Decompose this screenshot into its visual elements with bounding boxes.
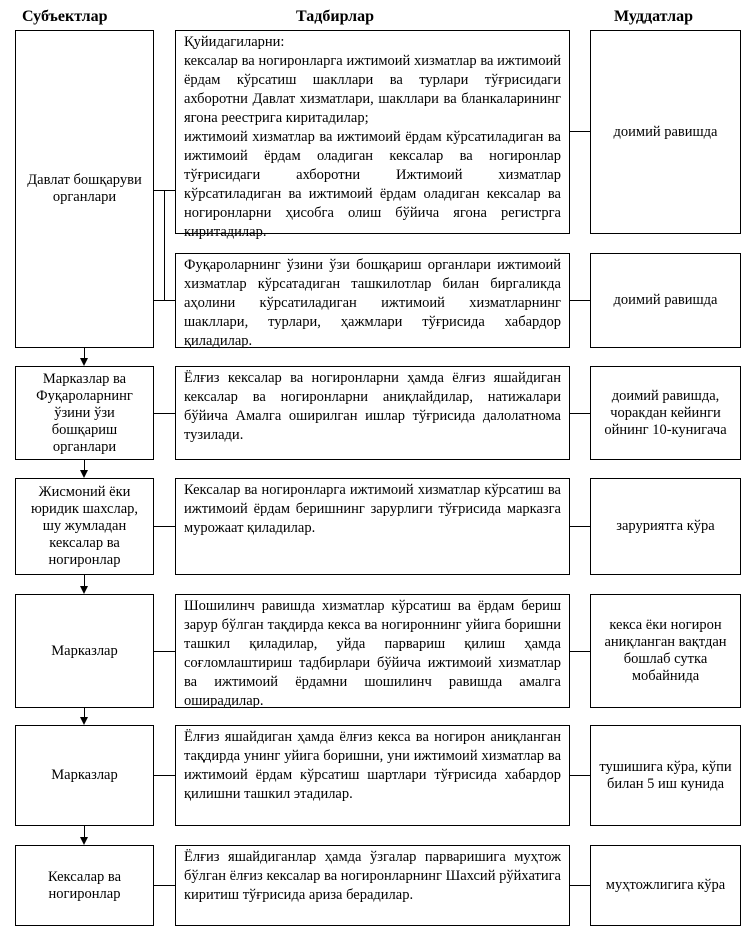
measure-text: Фуқароларнинг ўзини ўзи бошқариш органлари ижтимоий хизматлар кўрсатадиган ташкилотлар билан биргаликда аҳолини кўрсатиладиган ижтимоий хизматларнинг шакллари, турлари, ҳажмлари тўғрисида хабардор қиладилар.: [184, 257, 561, 349]
connector-line: [570, 651, 590, 652]
arrow-down-icon: [80, 358, 88, 366]
subject-box: [15, 845, 154, 926]
connector-line: [154, 413, 175, 414]
subject-box: [15, 478, 154, 575]
connector-line: [570, 885, 590, 886]
measure-box: [175, 478, 570, 575]
term-label: доимий равишда: [613, 292, 718, 308]
term-label: тушишига кўра, кўпи билан 5 иш кунида: [599, 758, 732, 792]
measure-box: [175, 366, 570, 460]
subject-label: Марказлар: [51, 767, 118, 783]
arrow-down-icon: [84, 826, 85, 837]
measure-text: Шошилинч равишда хизматлар кўрсатиш ва ёрдам бериш зарур бўлган тақдирда кекса ва ногироннинг уйига боришни ташкил қиладилар, уйда парвариш қилиш ҳамда соғломлаштириш тадбирлари бўйича ижтимоий хизматлар ва ижтимоий ёрдамни шошилинч равишда амалга оширадилар.: [184, 598, 561, 709]
measure-text: Қуйидагиларни: кексалар ва ногиронларга ижтимоий хизматлар ва ижтимоий ёрдам кўрсатиш шакллари ва турлари тўғрисидаги ахборотни Давлат хизматлари, шакллари ва бланкаларининг ягона реестрига киритадилар; ижтимоий хизматлар ва ижтимоий ёрдам кўрсатиладиган ва ижтимоий ёрдам оладиган кексалар ва ногиронлар тўғрисидаги ахборотни Ижтимоий хизматлар кўрсатиладиган ва ижтимоий ёрдам оладиган кексалар ва ногиронларни ҳисобга олиш бўйича ягона регистрга киритадилар.: [184, 34, 561, 240]
measure-box: [175, 253, 570, 348]
arrow-down-icon: [84, 575, 85, 586]
connector-line: [570, 413, 590, 414]
measure-box: [175, 594, 570, 708]
header-subjects: Субъектлар: [22, 8, 108, 25]
subject-label: Марказлар ва Фуқароларнинг ўзини ўзи бошқариш органлари: [36, 370, 133, 455]
term-box: [590, 725, 741, 826]
header-measures: Тадбирлар: [296, 8, 374, 25]
connector-line: [570, 526, 590, 527]
connector-line: [570, 300, 590, 301]
measure-box: [175, 845, 570, 926]
term-label: заруриятга кўра: [616, 518, 715, 534]
term-box: [590, 30, 741, 234]
arrow-down-icon: [80, 470, 88, 478]
arrow-down-icon: [80, 717, 88, 725]
subject-box: [15, 366, 154, 460]
arrow-down-icon: [80, 837, 88, 845]
subject-label: Кексалар ва ногиронлар: [47, 868, 122, 902]
header-terms: Муддатлар: [614, 8, 693, 25]
term-label: доимий равишда: [613, 123, 718, 140]
connector-line: [154, 651, 175, 652]
connector-line: [154, 885, 175, 886]
term-box: [590, 366, 741, 460]
measure-text: Ёлғиз кексалар ва ногиронларни ҳамда ёлғиз яшайдиган кексалар ва ногиронларни аниқлайдилар, натижалари бўйича Амалга оширилган ишлар тўғрисида далолатнома тузилади.: [184, 370, 561, 443]
measure-text: Кексалар ва ногиронларга ижтимоий хизматлар кўрсатиш ва ижтимоий ёрдам беришнинг зарурлиги тўғрисида марказга мурожаат қиладилар.: [184, 482, 561, 536]
term-box: [590, 478, 741, 575]
subject-label: Жисмоний ёки юридик шахслар, шу жумладан кексалар ва ногиронлар: [30, 484, 139, 568]
measure-text: Ёлғиз яшайдиган ҳамда ёлғиз кекса ва ногирон аниқланган тақдирда унинг уйига боришни, уни ижтимоий хизматлар ва ижтимоий ёрдам кўрсатиш шартлари тўғрисида хабардор қилишни ташкил этадилар.: [184, 729, 561, 802]
arrow-down-icon: [84, 460, 85, 470]
term-box: [590, 594, 741, 708]
subject-label: Давлат бошқаруви органлари: [27, 172, 142, 205]
measure-box: [175, 30, 570, 240]
arrow-down-icon: [84, 708, 85, 717]
connector-line: [570, 131, 590, 132]
connector-line: [154, 300, 175, 301]
connector-line: [570, 775, 590, 776]
term-box: [590, 253, 741, 348]
connector-line: [154, 775, 175, 776]
term-label: кекса ёки ногирон аниқланган вақтдан бошлаб сутка мобайнида: [604, 617, 727, 684]
measure-box: [175, 725, 570, 826]
measure-text: Ёлғиз яшайдиганлар ҳамда ўзгалар парваришига муҳтож бўлган ёлғиз кексалар ва ногиронларнинг Шахсий рўйхатига киритиш тўғрисида ариза берадилар.: [184, 849, 561, 903]
term-label: доимий равишда, чоракдан кейинги ойнинг 10-кунигача: [604, 387, 727, 438]
term-box: [590, 845, 741, 926]
connector-line: [164, 190, 165, 300]
arrow-down-icon: [80, 586, 88, 594]
arrow-down-icon: [84, 348, 85, 358]
subject-box: [15, 725, 154, 826]
subject-box: [15, 30, 154, 348]
subject-box: [15, 594, 154, 708]
connector-line: [154, 526, 175, 527]
term-label: муҳтожлигига кўра: [605, 877, 726, 893]
subject-label: Марказлар: [51, 642, 118, 659]
